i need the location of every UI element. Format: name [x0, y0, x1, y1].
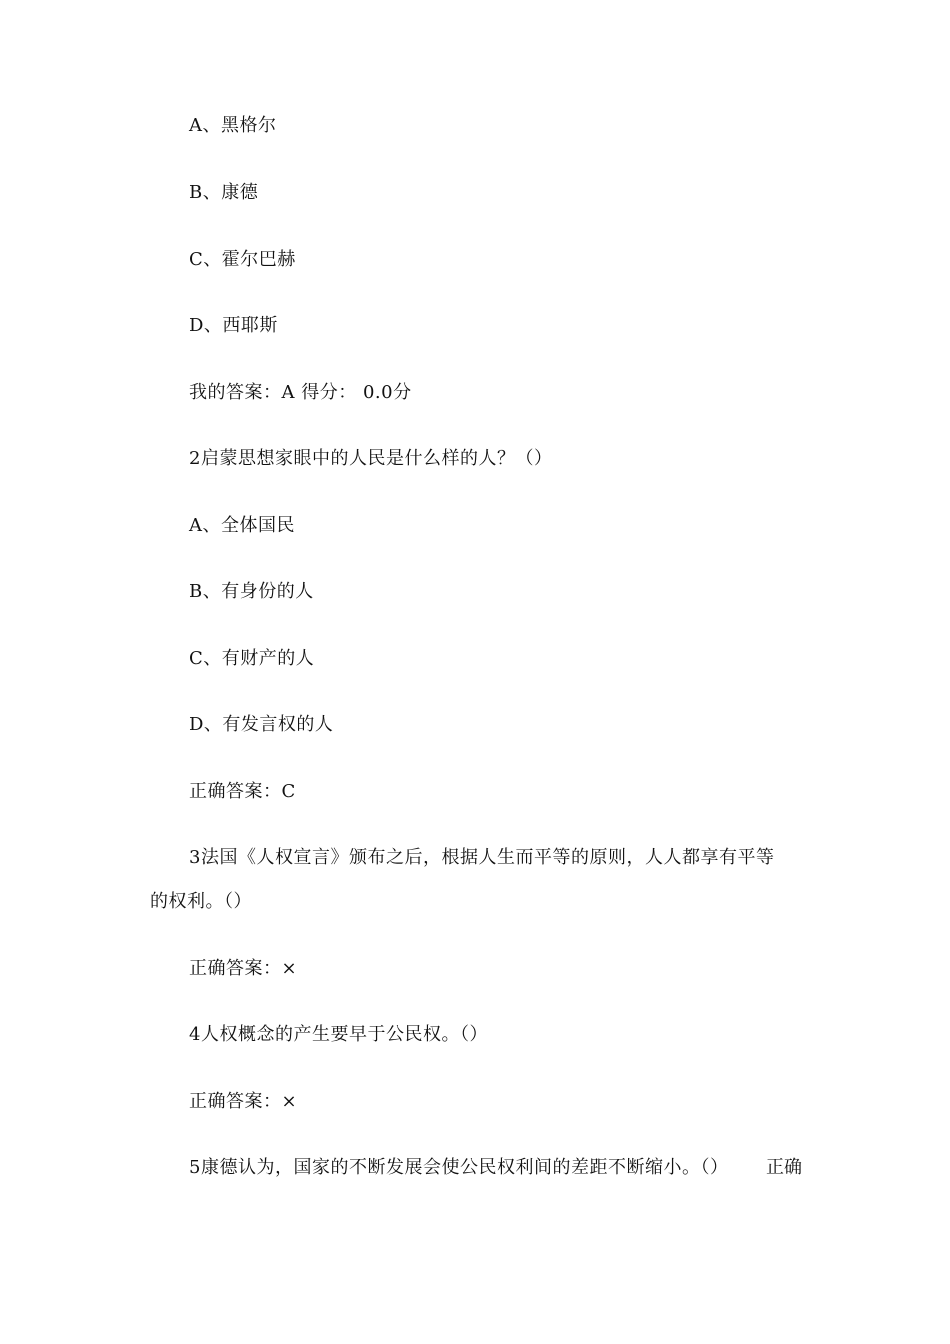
q4-question: 4人权概念的产生要早于公民权。（） — [189, 1024, 488, 1045]
q5-tail-text: 正确 — [766, 1157, 802, 1178]
q1-option-c: C、霍尔巴赫 — [189, 249, 296, 270]
q3-question-line1: 3法国《人权宣言》颁布之后，根据人生而平等的原则，人人都享有平等 — [189, 847, 775, 868]
q5-question: 5康德认为，国家的不断发展会使公民权利间的差距不断缩小。（） — [189, 1157, 729, 1178]
q3-question-line2: 的权利。（） — [150, 891, 252, 912]
q2-question: 2启蒙思想家眼中的人民是什么样的人？（） — [189, 448, 553, 469]
q2-option-a: A、全体国民 — [189, 515, 295, 536]
q3-correct-answer: 正确答案：× — [189, 958, 298, 979]
q4-correct-answer: 正确答案：× — [189, 1091, 298, 1112]
q2-correct-answer: 正确答案：C — [189, 781, 296, 802]
q1-my-answer: 我的答案：A 得分： 0.0分 — [189, 382, 412, 403]
q2-option-c: C、有财产的人 — [189, 648, 315, 669]
q2-option-d: D、有发言权的人 — [189, 714, 334, 735]
q1-option-d: D、西耶斯 — [189, 315, 278, 336]
q1-option-a: A、黑格尔 — [189, 115, 277, 136]
q1-option-b: B、康德 — [189, 182, 259, 203]
q2-option-b: B、有身份的人 — [189, 581, 314, 602]
